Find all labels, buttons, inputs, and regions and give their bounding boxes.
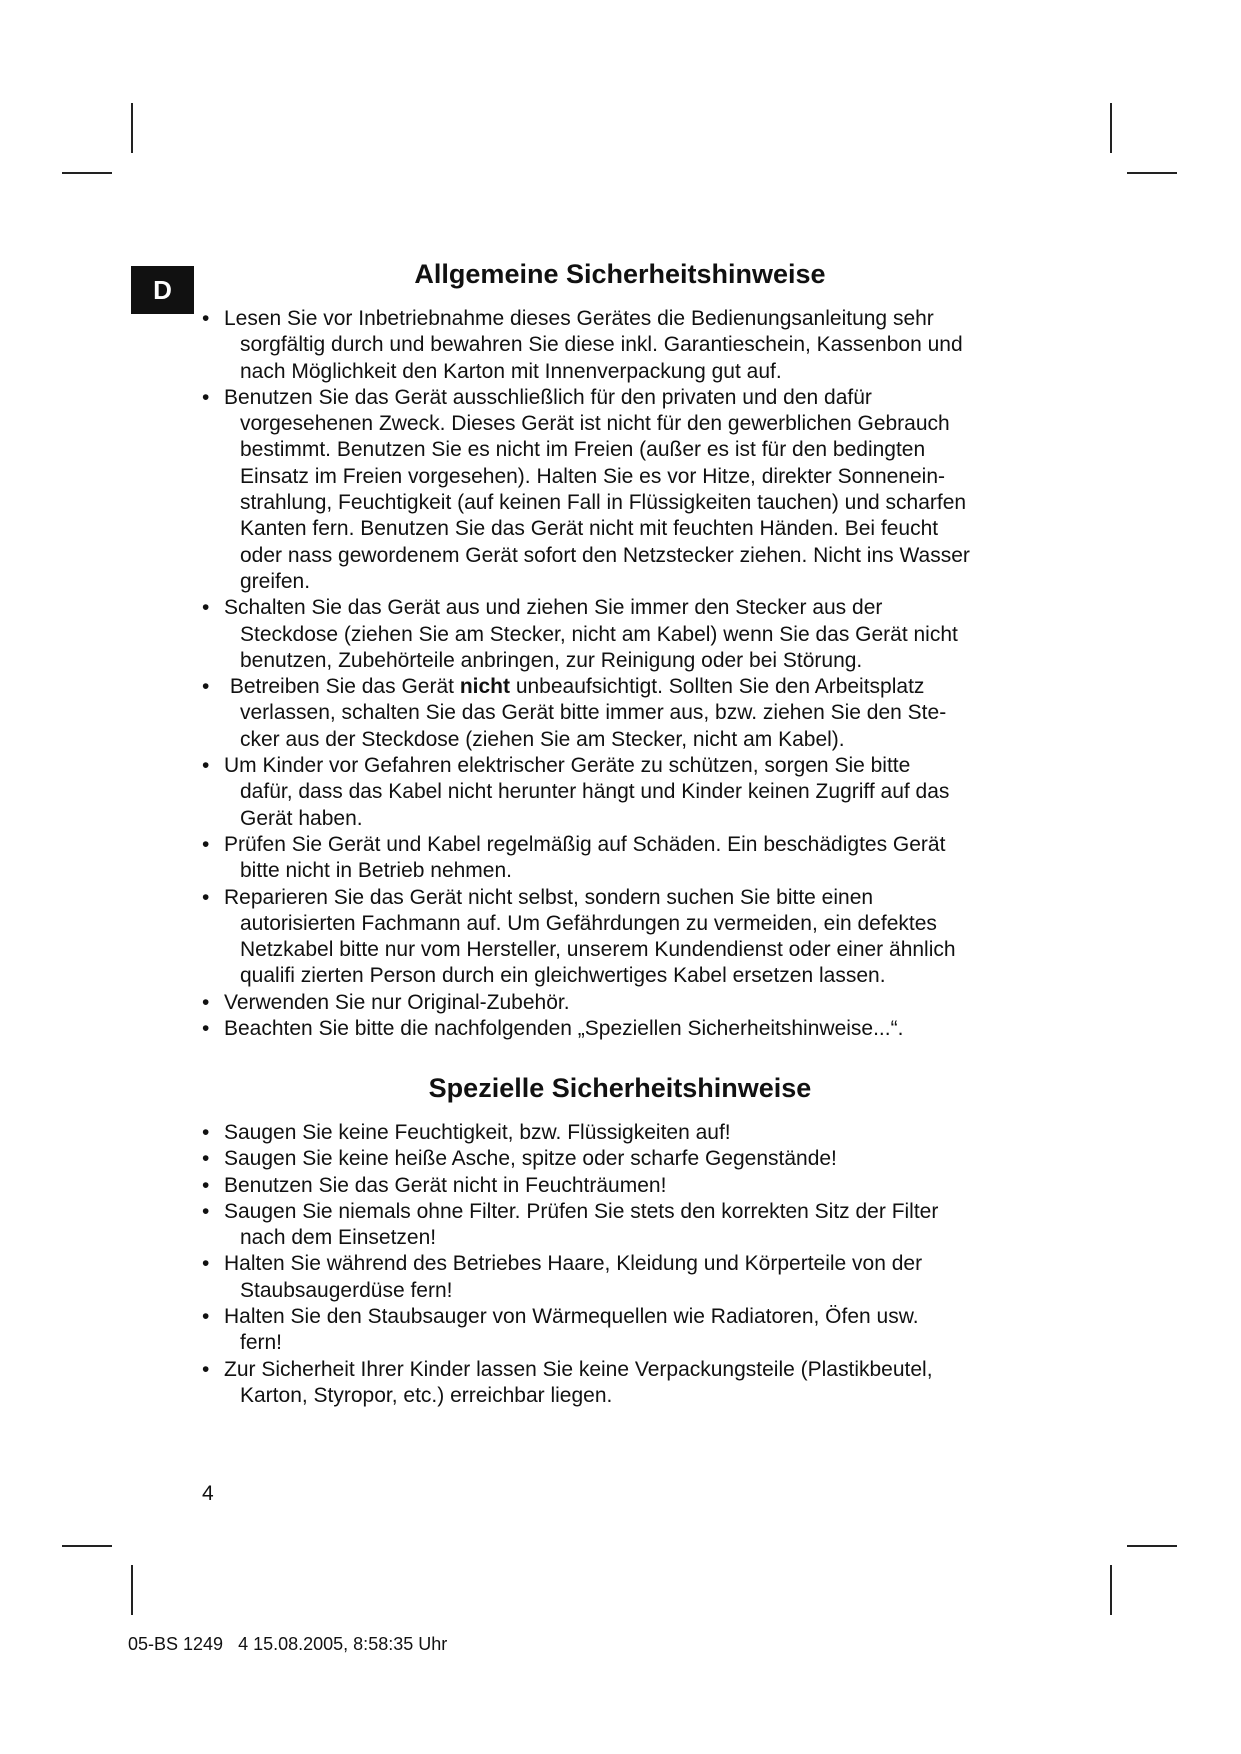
list-item <box>200 1146 1060 1172</box>
list-item-line: Verwenden Sie nur Original-Zubehör. <box>224 990 570 1014</box>
crop-mark <box>1110 103 1112 153</box>
list-item-line: strahlung, Feuchtigkeit (auf keinen Fall in Flüssigkeiten tauchen) und scharfen <box>240 491 967 515</box>
crop-mark <box>62 172 112 174</box>
bullet-icon: • <box>202 385 210 409</box>
bullet-icon: • <box>202 832 210 856</box>
list-item-line: Karton, Styropor, etc.) erreichbar liegen. <box>240 1383 613 1407</box>
text-run: Betreiben Sie das Gerät <box>224 675 460 699</box>
list-item <box>200 1251 1060 1304</box>
bullet-icon: • <box>202 1173 210 1197</box>
list-item <box>200 885 1060 990</box>
list-item-line: autorisierten Fachmann auf. Um Gefährdungen zu vermeiden, ein defektes <box>240 911 937 935</box>
bullet-icon: • <box>202 1305 210 1329</box>
list-item <box>200 1016 1060 1042</box>
special-safety-list <box>200 1120 1060 1409</box>
list-item-line: nach dem Einsetzen! <box>240 1226 437 1250</box>
list-item-line: Staubsaugerdüse fern! <box>240 1278 453 1302</box>
bullet-icon: • <box>202 1147 210 1171</box>
bullet-icon: • <box>202 675 210 699</box>
text-run: unbeaufsichtigt. Sollten Sie den Arbeitsplatz <box>509 675 925 699</box>
bullet-icon: • <box>202 1252 210 1276</box>
list-item <box>200 385 1060 595</box>
list-item <box>200 1199 1060 1252</box>
crop-mark <box>1127 172 1177 174</box>
list-item <box>200 306 1060 385</box>
list-item-line: Gerät haben. <box>240 806 363 830</box>
bullet-icon: • <box>202 990 210 1014</box>
list-item-line: benutzen, Zubehörteile anbringen, zur Reinigung oder bei Störung. <box>240 648 863 672</box>
list-item-line: bitte nicht in Betrieb nehmen. <box>240 859 512 883</box>
list-item-line: Netzkabel bitte nur vom Hersteller, unserem Kundendienst oder einer ähnlich <box>240 938 956 962</box>
list-item-line: Reparieren Sie das Gerät nicht selbst, sondern suchen Sie bitte einen <box>224 885 874 909</box>
list-item <box>200 674 1060 753</box>
list-item-line: sorgfältig durch und bewahren Sie diese inkl. Garantieschein, Kassenbon und <box>240 333 963 357</box>
list-item <box>200 753 1060 832</box>
list-item-line: Benutzen Sie das Gerät nicht in Feuchträumen! <box>224 1173 667 1197</box>
bullet-icon: • <box>202 1121 210 1144</box>
print-slug: 05-BS 1249 4 15.08.2005, 8:58:35 Uhr <box>128 1634 448 1654</box>
list-item-line: vorgesehenen Zweck. Dieses Gerät ist nicht für den gewerblichen Gebrauch <box>240 412 950 436</box>
list-item <box>200 1357 1060 1410</box>
list-item-line: Halten Sie den Staubsauger von Wärmequellen wie Radiatoren, Öfen usw. <box>224 1305 919 1329</box>
list-item-line: Saugen Sie niemals ohne Filter. Prüfen Sie stets den korrekten Sitz der Filter <box>224 1199 939 1223</box>
crop-mark <box>62 1545 112 1547</box>
list-item <box>200 1304 1060 1357</box>
list-item-line: Zur Sicherheit Ihrer Kinder lassen Sie keine Verpackungsteile (Plastikbeutel, <box>224 1357 933 1381</box>
list-item-line: Steckdose (ziehen Sie am Stecker, nicht am Kabel) wenn Sie das Gerät nicht <box>240 622 958 646</box>
list-item-line: Benutzen Sie das Gerät ausschließlich für den privaten und den dafür <box>224 385 872 409</box>
list-item-line: Schalten Sie das Gerät aus und ziehen Sie immer den Stecker aus der <box>224 596 883 620</box>
bullet-icon: • <box>202 596 210 620</box>
crop-mark <box>1110 1565 1112 1615</box>
list-item-line: cker aus der Steckdose (ziehen Sie am Stecker, nicht am Kabel). <box>240 727 845 751</box>
list-item-line: nach Möglichkeit den Karton mit Innenverpackung gut auf. <box>240 359 782 383</box>
list-item-line <box>224 674 1060 700</box>
list-item-line: verlassen, schalten Sie das Gerät bitte immer aus, bzw. ziehen Sie den Ste- <box>240 701 947 725</box>
list-item-line: greifen. <box>240 569 311 593</box>
list-item-line: Kanten fern. Benutzen Sie das Gerät nicht mit feuchten Händen. Bei feucht <box>240 517 939 541</box>
section-title-special-safety: Spezielle Sicherheitshinweise <box>428 1073 812 1103</box>
bullet-icon: • <box>202 307 210 330</box>
bullet-icon: • <box>202 1199 210 1223</box>
list-item <box>200 1173 1060 1199</box>
emphasis-not: nicht <box>459 675 510 699</box>
list-item-line: qualifi zierten Person durch ein gleichwertiges Kabel ersetzen lassen. <box>240 964 886 988</box>
list-item-line: Saugen Sie keine Feuchtigkeit, bzw. Flüssigkeiten auf! <box>224 1121 731 1144</box>
bullet-icon: • <box>202 1017 210 1041</box>
bullet-icon: • <box>202 885 210 909</box>
list-item-line: Lesen Sie vor Inbetriebnahme dieses Gerätes die Bedienungsanleitung sehr <box>224 307 934 330</box>
list-item-line: Einsatz im Freien vorgesehen). Halten Sie es vor Hitze, direkter Sonnenein- <box>240 464 945 488</box>
general-safety-list <box>200 306 1060 1042</box>
list-item-line: dafür, dass das Kabel nicht herunter hängt und Kinder keinen Zugriff auf das <box>240 780 950 804</box>
bullet-icon: • <box>202 1357 210 1381</box>
list-item <box>200 595 1060 674</box>
section-title-general-safety: Allgemeine Sicherheitshinweise <box>414 259 826 289</box>
list-item-line: Um Kinder vor Gefahren elektrischer Geräte zu schützen, sorgen Sie bitte <box>224 754 911 778</box>
list-item-line: oder nass gewordenem Gerät sofort den Netzstecker ziehen. Nicht ins Wasser <box>240 543 970 567</box>
list-item-line: Saugen Sie keine heiße Asche, spitze oder scharfe Gegenstände! <box>224 1147 837 1171</box>
list-item-line: fern! <box>240 1331 283 1355</box>
language-tab: D <box>131 266 194 314</box>
list-item <box>200 832 1060 885</box>
list-item-line: Beachten Sie bitte die nachfolgenden „Speziellen Sicherheitshinweise...“. <box>224 1017 904 1041</box>
list-item-line: Halten Sie während des Betriebes Haare, Kleidung und Körperteile von der <box>224 1252 923 1276</box>
list-item <box>200 990 1060 1016</box>
list-item-line: Prüfen Sie Gerät und Kabel regelmäßig auf Schäden. Ein beschädigtes Gerät <box>224 832 946 856</box>
crop-mark <box>131 103 133 153</box>
bullet-icon: • <box>202 754 210 778</box>
list-item <box>200 1120 1060 1146</box>
page-number: 4 <box>202 1482 214 1505</box>
crop-mark <box>1127 1545 1177 1547</box>
list-item-line: bestimmt. Benutzen Sie es nicht im Freien (außer es ist für den bedingten <box>240 438 926 462</box>
crop-mark <box>131 1565 133 1615</box>
